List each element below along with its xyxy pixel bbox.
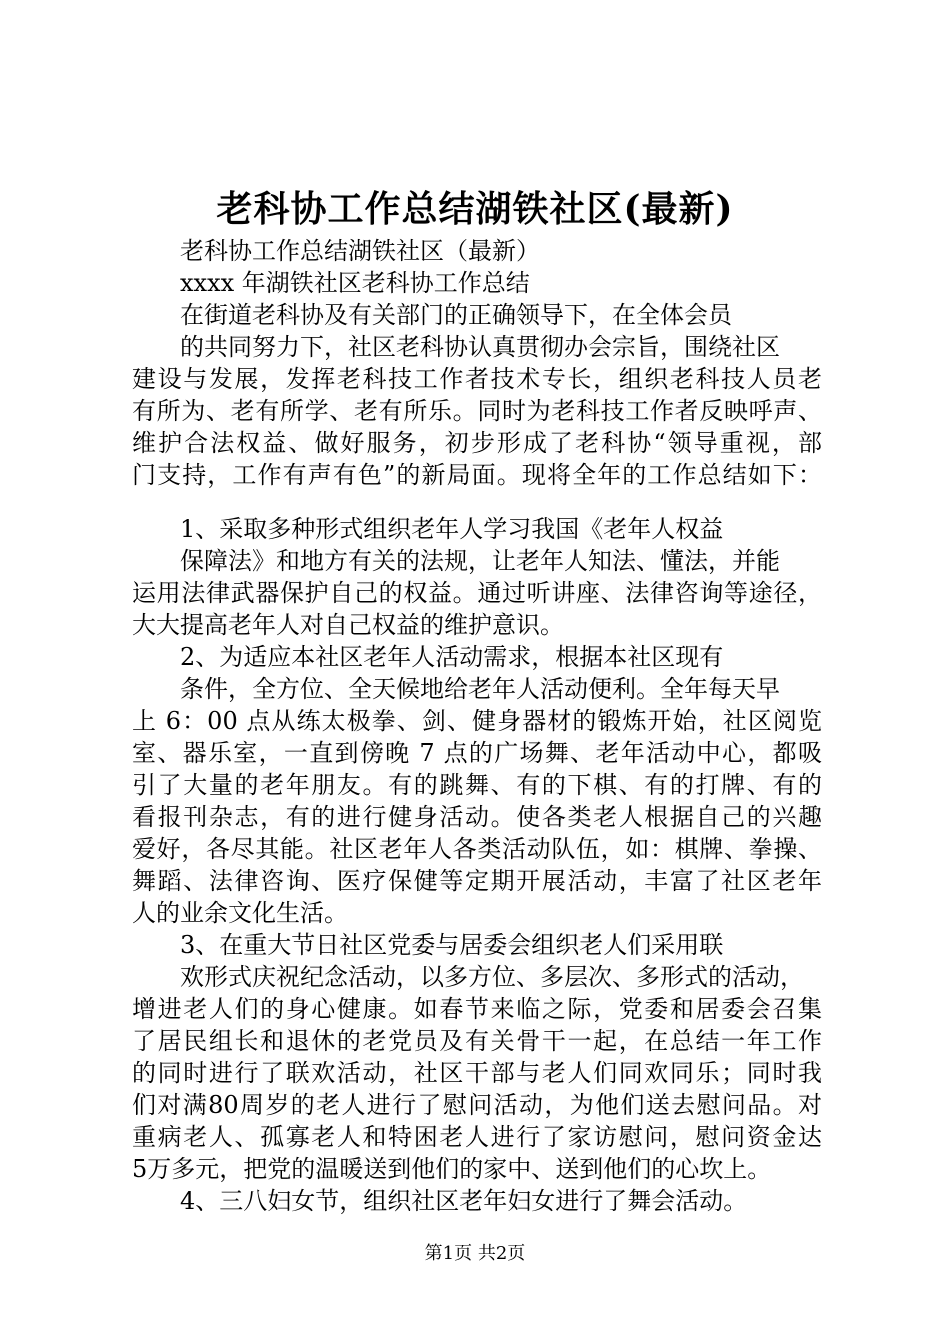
paragraph-line: 大大提高老年人对自己权益的维护意识。 bbox=[132, 611, 564, 639]
paragraph-line: 人的业余文化生活。 bbox=[132, 899, 348, 927]
paragraph-line: 门支持，工作有声有色”的新局面。现将全年的工作总结如下： bbox=[132, 461, 822, 489]
paragraph-line: 的同时进行了联欢活动，社区干部与老人们同欢同乐；同时我 bbox=[132, 1059, 822, 1087]
paragraph-line: 增进老人们的身心健康。如春节来临之际，党委和居委会召集 bbox=[132, 995, 822, 1023]
paragraph-line: 引了大量的老年朋友。有的跳舞、有的下棋、有的打牌、有的 bbox=[132, 771, 822, 799]
paragraph-line: 在街道老科协及有关部门的正确领导下，在全体会员 bbox=[180, 301, 732, 329]
page-footer: 第1页 共2页 bbox=[424, 1243, 526, 1264]
paragraph-line: 4、三八妇女节，组织社区老年妇女进行了舞会活动。 bbox=[180, 1187, 748, 1215]
paragraph-line: 们对满80周岁的老人进行了慰问活动，为他们送去慰问品。对 bbox=[132, 1091, 822, 1119]
paragraph-line: 看报刊杂志，有的进行健身活动。使各类老人根据自己的兴趣 bbox=[132, 803, 822, 831]
paragraph-line: 2、为适应本社区老年人活动需求，根据本社区现有 bbox=[180, 643, 724, 671]
paragraph-line: 维护合法权益、做好服务，初步形成了老科协“领导重视，部 bbox=[132, 429, 822, 457]
document-title: 老科协工作总结湖铁社区(最新) bbox=[216, 188, 734, 230]
paragraph-line: 欢形式庆祝纪念活动，以多方位、多层次、多形式的活动， bbox=[180, 963, 804, 991]
paragraph-line: 保障法》和地方有关的法规，让老年人知法、懂法，并能 bbox=[180, 547, 780, 575]
paragraph-line: 室、器乐室，一直到傍晚 7 点的广场舞、老年活动中心，都吸 bbox=[132, 739, 822, 767]
paragraph-line: 爱好，各尽其能。社区老年人各类活动队伍，如：棋牌、拳操、 bbox=[132, 835, 822, 863]
paragraph-line: 有所为、老有所学、老有所乐。同时为老科技工作者反映呼声、 bbox=[132, 397, 822, 425]
paragraph-line: 建设与发展，发挥老科技工作者技术专长，组织老科技人员老 bbox=[132, 365, 822, 393]
paragraph-line: 3、在重大节日社区党委与居委会组织老人们采用联 bbox=[180, 931, 724, 959]
paragraph-line: 条件，全方位、全天候地给老年人活动便利。全年每天早 bbox=[180, 675, 780, 703]
paragraph-line: 5万多元，把党的温暖送到他们的家中、送到他们的心坎上。 bbox=[132, 1155, 772, 1183]
paragraph-line: 运用法律武器保护自己的权益。通过听讲座、法律咨询等途径， bbox=[132, 579, 822, 607]
paragraph-line: 1、采取多种形式组织老年人学习我国《老年人权益 bbox=[180, 515, 724, 543]
subtitle-line: 老科协工作总结湖铁社区（最新） bbox=[180, 237, 540, 265]
heading-line: xxxx 年湖铁社区老科协工作总结 bbox=[180, 269, 530, 297]
paragraph-line: 重病老人、孤寡老人和特困老人进行了家访慰问，慰问资金达 bbox=[132, 1123, 822, 1151]
paragraph-line: 舞蹈、法律咨询、医疗保健等定期开展活动，丰富了社区老年 bbox=[132, 867, 822, 895]
paragraph-line: 的共同努力下，社区老科协认真贯彻办会宗旨，围绕社区 bbox=[180, 333, 780, 361]
paragraph-line: 了居民组长和退休的老党员及有关骨干一起，在总结一年工作 bbox=[132, 1027, 822, 1055]
paragraph-line: 上 6：00 点从练太极拳、剑、健身器材的锻炼开始，社区阅览 bbox=[132, 707, 822, 735]
